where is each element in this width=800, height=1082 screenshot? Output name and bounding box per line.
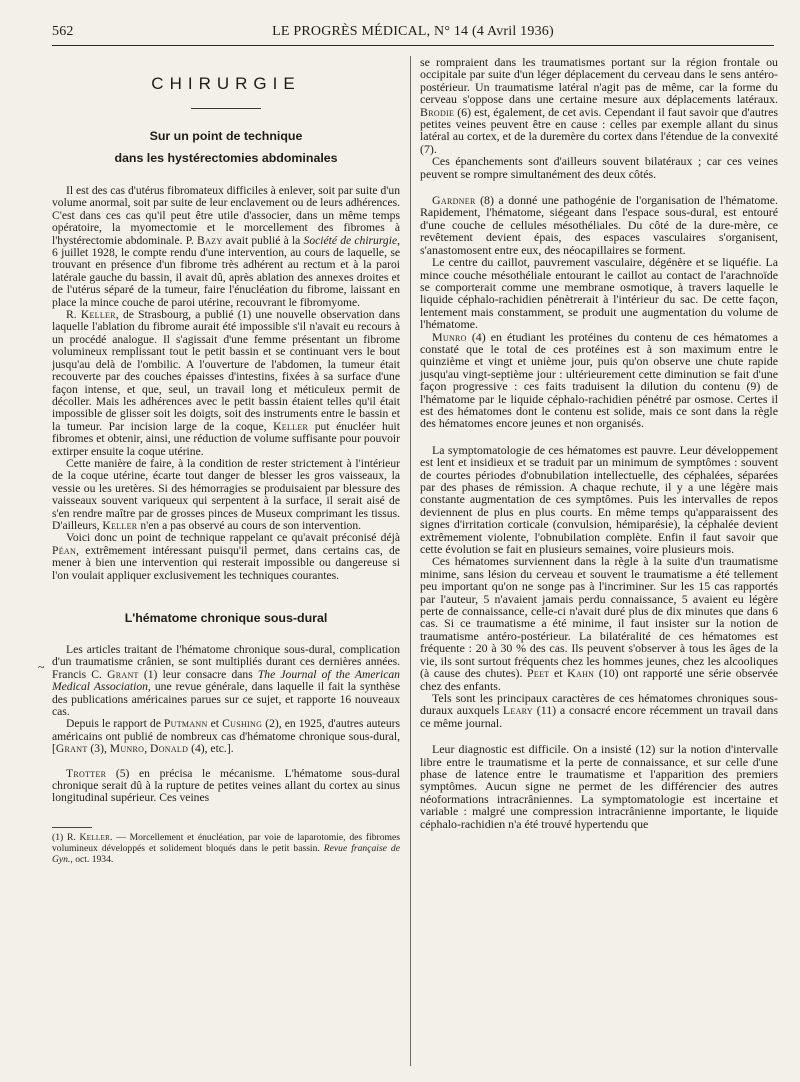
- right-paragraph-7: Ces hématomes surviennent dans la règle à la suite d'un traumatisme minime, sans lésion du cerveau et souvent le traumatisme a été tellement peu important qu'on ne songe pas à l'incriminer. Sur les 15 cas rapportés par l'auteur, 5 n'avaient jamais perdu connaissance, 5 avaient eu légère perte de connaissance, celle-ci n'avait duré plus de dix minutes que dans 6 cas. Si ce traumatisme a été minime, il faut insister sur la notion de traumatisme antéro-postérieur. La bilatéralité de ces hématomes est fréquente : 20 à 30 % des cas. Ils peuvent s'observer à tous les âges de la vie, ils sont surtout fréquents chez les hommes jeunes, chez les alcooliques (à cause des chutes). Peet et Kahn (10) ont rapporté une série observée chez des enfants.: [420, 554, 779, 693]
- article2-title: L'hématome chronique sous-dural: [124, 611, 328, 625]
- author-name: Grant: [55, 742, 88, 756]
- article1-paragraph-4: Voici donc un point de technique rappelant ce qu'avait préconisé déjà Péan, extrêmement intéressant puisqu'il permet, dans certains cas, de mener à bien une intervention qui resterait impossible ou dangereuse si l'on voulait appliquer exclusivement les techniques courantes.: [52, 531, 400, 582]
- right-paragraph-3: Gardner (8) a donné une pathogénie de l'organisation de l'hématome. Rapidement, l'hématome, siégeant dans l'espace sous-dural, est entouré d'une couche de cellules mésothéliales. Du côté de la dure-mère, ce revêtement devient épais, des espaces vasculaires s'organisent, s'anastomosent entre eux, des néocapillaires se forment.: [420, 193, 778, 257]
- author-name: Donald: [150, 742, 189, 756]
- right-paragraph-9: Leur diagnostic est difficile. On a insisté (12) sur la notion d'intervalle libre entre le traumatisme et la perte de connaissance, et sur celle d'une phase de latence entre le traumatisme et l'apparition des premiers symptômes. Aucun signe ne permet de les différencier des autres néoformations intracrâniennes. La symptomatologie est incertaine et variable : malgré une compression intracrânienne importante, le liquide céphalo-rachidien n'a été trouvé hypertendu que: [420, 742, 778, 831]
- author-name: Munro: [109, 742, 145, 756]
- author-name: Trotter: [66, 766, 107, 780]
- article2-paragraph-2: Depuis le rapport de Putmann et Cushing (2), en 1925, d'autres auteurs américains ont publié de nombreux cas d'hématome chronique sous-dural, [Grant (3), Munro, Donald (4), etc.].: [52, 717, 400, 756]
- journal-title: LE PROGRÈS MÉDICAL, N° 14 (4 Avril 1936): [272, 24, 554, 39]
- author-name: Gardner: [432, 193, 476, 208]
- article1-title: [52, 125, 400, 169]
- spacer: [420, 180, 778, 194]
- author-name: Brodie: [420, 104, 455, 119]
- author-name: Bazy: [197, 233, 223, 247]
- right-paragraph-1: se rompraient dans les traumatismes portant sur la région frontale ou occipitale par suite d'un léger déplacement du cerveau dans le sens antéro-postérieur. Un traumatisme latéral n'agit pas de même, car la forme du cerveau s'oppose dans une certaine mesure aux déplacements latéraux. Brodie (6) est, également, de cet avis. Cependant il faut savoir que d'autres petites veines peuvent être en cause : celles par exemple allant du sinus latéral au cortex, et de la duremère du cortex dans l'étendue de la convexité (7).: [420, 55, 778, 156]
- section-rule: [191, 108, 261, 109]
- article1-title-line1: Sur un point de technique: [149, 129, 303, 143]
- author-name: Kahn: [567, 666, 595, 681]
- right-paragraph-4: Le centre du caillot, pauvrement vasculaire, dégénère et se liquéfie. La mince couche mésothéliale entourant le caillot au contact de l'arachnoïde se comporterait comme une membrane osmotique, à travers laquelle le liquide céphalo-rachidien pénètrerait à l'intérieur du sac. De cette façon, lentement mais constamment, se produit une augmentation du volume de l'hématome.: [420, 255, 778, 332]
- margin-mark: ~: [38, 660, 45, 674]
- author-name: Keller: [79, 831, 111, 843]
- author-name: Leary: [502, 703, 533, 718]
- author-name: Munro: [432, 329, 467, 344]
- spacer: [52, 805, 400, 827]
- journal-name: The Journal of the American Medical Association: [52, 667, 400, 694]
- author-name: Keller: [80, 308, 116, 322]
- spacer: [52, 626, 400, 644]
- section-heading: CHIRURGIE: [151, 74, 301, 93]
- right-paragraph-8: Tels sont les principaux caractères de ces hématomes chroniques sous-duraux auxquels Leary (11) a consacré encore récemment un travail dans ce même journal.: [420, 690, 779, 730]
- article2-paragraph-1: Les articles traitant de l'hématome chronique sous-dural, complication d'un traumatisme crânien, se sont multipliés durant ces dernières années. Francis C. Grant (1) leur consacre dans The Journal of the American Medical Association, une revue générale, dans laquelle il fait la synthèse des publications américaines parues sur ce sujet, et rapporte 16 nouveaux cas.: [52, 643, 400, 719]
- author-name: Keller: [273, 419, 309, 433]
- running-head: [52, 22, 774, 44]
- spacer: [52, 582, 400, 610]
- article2-paragraph-3: Trotter (5) en précisa le mécanisme. L'hématome sous-dural chronique serait dû à la rupture de petites veines allant du cortex au sinus longitudinal supérieur. Ces veines: [52, 766, 400, 805]
- right-paragraph-2: Ces épanchements sont d'ailleurs souvent bilatéraux ; car ces veines peuvent se rompre simultanément des deux côtés.: [420, 154, 778, 181]
- article1-paragraph-1: Il est des cas d'utérus fibromateux difficiles à enlever, soit par suite d'un volume anormal, soit par suite de leur enclavement ou de leurs adhérences. C'est dans ces cas qu'il peut être utile d'associer, dans un même temps opératoire, la myomectomie et le morcellement des fibromes à l'hystérectomie abdominale. P. Bazy avait publié à la Société de chirurgie, 6 juillet 1928, le compte rendu d'une intervention, au cours de laquelle, se trouvant en présence d'un fibrome très adhérent au rectum et à la paroi latérale gauche du bassin, il avait dû, après ablation des annexes droites et de l'utérus séparé de la tumeur, faire l'énucléation du fibrome, laissant en place la mince couche de paroi utérine, recouvrant le fibromyome.: [52, 184, 401, 309]
- right-column: [420, 56, 778, 830]
- column-divider: [410, 56, 411, 1066]
- spacer: [420, 430, 778, 444]
- author-name: Putmann: [163, 717, 208, 731]
- author-name: Péan: [52, 543, 77, 557]
- article1-paragraph-2: R. Keller, de Strasbourg, a publié (1) une nouvelle observation dans laquelle l'ablation du fibrome aurait été impossible s'il n'avait eu recours à un procédé analogue. Il s'agissait d'une femme présentant un fibrome volumineux remplissant tout le petit bassin et se continuant vers le bout jusqu'au delà de l'ombilic. A l'ouverture de l'abdomen, la tumeur était recouverte par des couches épaisses d'intestins, fixées à sa surface d'une façon intense, et que, seul, un travail long et méticuleux permit de décoller. Mais les adhérences avec le petit bassin étaient telles qu'il était impossible de glisser soit les doigts, soit des instruments entre le bassin et la tumeur. Par incision large de la coque, Keller put énucléer huit fibromes et obtenir, ainsi, une réduction de volume suffisante pour pouvoir extirper ensuite la coque utérine.: [52, 308, 401, 458]
- author-name: Keller: [102, 518, 138, 532]
- right-paragraph-5: Munro (4) en étudiant les protéines du contenu de ces hématomes a constaté que le total de ces protéines est à son maximum entre le quinzième et vingt et unième jour, puis qu'on observe une chute rapide jusqu'au vingt-septième jour : ultérieurement cette diminution se fait d'une façon progressive : ces faits traduisent la dilution du contenu (9) de l'hématome par le liquide céphalo-rachidien pénétré par osmose. Certes il est des hématomes dont le contenu est solide, mais ce sont dans la règle des hématomes encore jeunes et non organisés.: [420, 329, 778, 431]
- author-name: Grant: [107, 667, 139, 681]
- page-number: 562: [52, 24, 74, 39]
- spacer: [52, 169, 400, 185]
- journal-name: Société de chirurgie: [303, 233, 398, 247]
- article1-paragraph-3: Cette manière de faire, à la condition de rester strictement à l'intérieur de la coque utérine, écarte tout danger de blesser les gros vaisseaux, la vessie ou les uretères. Si des hémorragies se produisaient par blessure des vaisseaux souvent variqueux qui serpentent à la surface, il serait aisé de s'en rendre maître par de grosses pinces de Museux comprimant les tissus. D'ailleurs, Keller n'en a pas observé au cours de son intervention.: [52, 456, 400, 532]
- footnote: (1) R. Keller. — Morcellement et énucléation, par voie de laparotomie, des fibromes volumineux développés et solidement bloqués dans le petit bassin. Revue française de Gyn., oct. 1934.: [52, 831, 401, 865]
- spacer: [420, 729, 778, 743]
- journal-name: Revue française de Gyn.: [52, 842, 400, 865]
- header-rule: [52, 45, 774, 46]
- author-name: Peet: [526, 666, 550, 681]
- article1-title-line2: dans les hystérectomies abdominales: [114, 151, 338, 165]
- author-name: Cushing: [222, 717, 263, 731]
- left-column: [52, 56, 400, 865]
- right-paragraph-6: La symptomatologie de ces hématomes est pauvre. Leur développement est lent et insidieux et se traduit par un minimum de symptômes : souvent de courtes périodes d'obnubilation intellectuelle, des céphalées, séparées par des phases de rémission. A chaque rechute, il y a une légère mais constante augmentation de ces symptômes. Puis les intervalles de repos deviennent de plus en plus courts. En même temps qu'apparaissent des signes d'irritation corticale (convulsion, hémiparésie), la céphalée devient extrêmement violente, l'obnubilation complète. Enfin il faut savoir que cette évolution se fait en plusieurs semaines, voire plusieurs mois.: [420, 442, 778, 557]
